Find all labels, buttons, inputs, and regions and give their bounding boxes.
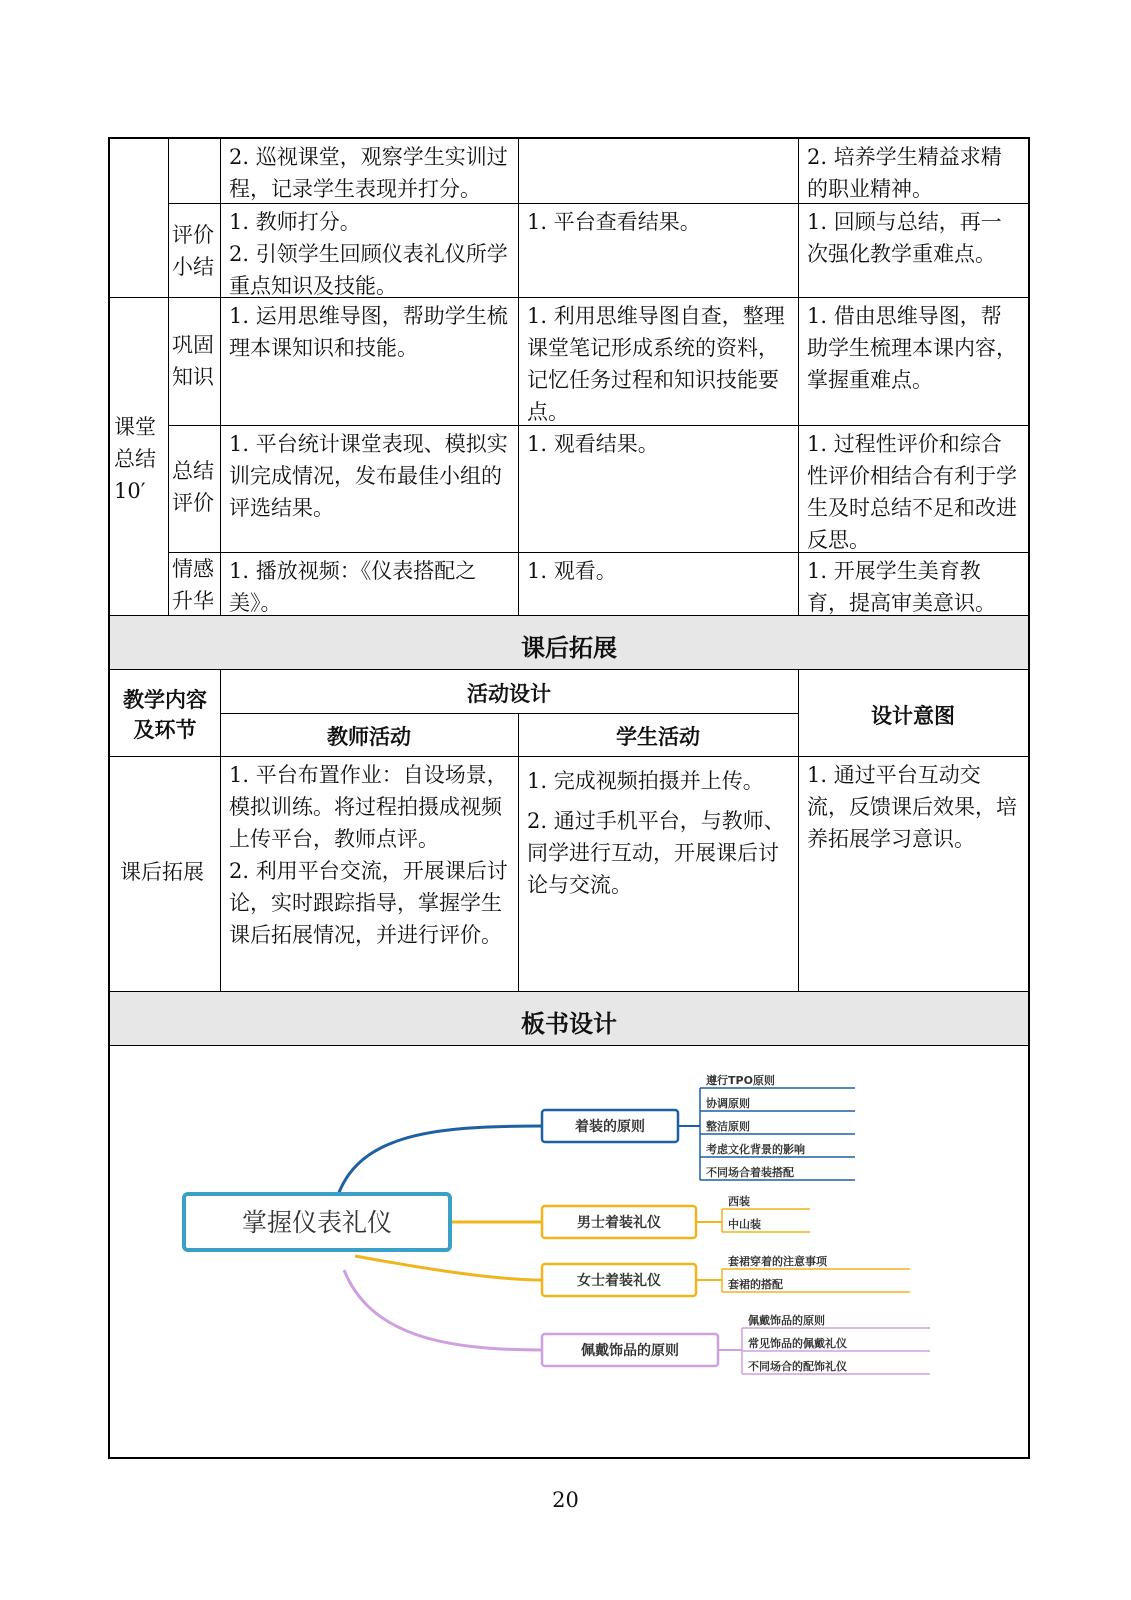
teacher-activity-item: 1. 平台布置作业：自设场景，模拟训练。将过程拍摄成视频上传平台，教师点评。 (229, 763, 508, 851)
leaf-group (718, 1313, 930, 1374)
header-teacher: 教师活动 (327, 725, 411, 749)
leaf-label: 中山装 (728, 1218, 761, 1231)
divider (110, 669, 1028, 670)
design-intent-cell: 1. 开展学生美育教育，提高审美意识。 (807, 559, 996, 615)
header-intent: 设计意图 (871, 704, 955, 728)
design-intent-cell: 1. 借由思维导图，帮助学生梳理本课内容，掌握重难点。 (807, 304, 1017, 392)
teacher-activity-cell (221, 204, 518, 297)
student-activity-cell: 1. 观看结果。 (527, 432, 659, 456)
leaf-label: 套裙穿着的注意事项 (728, 1255, 827, 1268)
mind-map (110, 1074, 1028, 1454)
branch-connector (355, 1256, 542, 1280)
header-student: 学生活动 (616, 725, 700, 749)
teacher-activity-cell: 1. 运用思维导图，帮助学生梳理本课知识和技能。 (229, 304, 508, 360)
leaf-group (696, 1194, 810, 1232)
design-intent-cell: 1. 通过平台互动交流，反馈课后效果，培养拓展学习意识。 (807, 763, 1017, 851)
student-activity-cell (519, 139, 798, 203)
divider (110, 1045, 1028, 1046)
leaf-label: 考虑文化背景的影响 (706, 1143, 805, 1156)
teacher-activity-item: 2. 引领学生回顾仪表礼仪所学重点知识及技能。 (229, 242, 508, 297)
stage-label: 课堂总结10′ (114, 415, 156, 503)
teacher-activity-item: 2. 利用平台交流，开展课后讨论，实时跟踪指导，掌握学生课后拓展情况，并进行评价。 (229, 859, 508, 947)
branch-connector (344, 1270, 542, 1350)
leaf-label: 遵行TPO原则 (706, 1074, 775, 1087)
teacher-activity-cell: 1. 播放视频：《仪表搭配之美》。 (229, 559, 477, 615)
divider (220, 713, 798, 714)
section-label: 情感升华 (172, 557, 214, 613)
header-content: 教学内容及环节 (123, 688, 207, 742)
leaf-label: 协调原则 (706, 1097, 750, 1110)
section-label: 评价小结 (172, 223, 214, 279)
section-title: 课后拓展 (521, 634, 617, 662)
student-activity-cell: 1. 利用思维导图自查，整理课堂笔记形成系统的资料，记忆任务过程和知识技能要点。 (527, 304, 785, 424)
center-node-label: 掌握仪表礼仪 (241, 1208, 393, 1237)
student-activity-cell: 1. 观看。 (527, 559, 617, 583)
section-label: 课后拓展 (120, 860, 204, 884)
branch-label: 男士着装礼仪 (577, 1215, 661, 1231)
leaf-group (678, 1074, 855, 1180)
leaf-label: 佩戴饰品的原则 (748, 1314, 825, 1327)
leaf-label: 整洁原则 (706, 1120, 750, 1133)
design-intent-cell: 1. 回顾与总结，再一次强化教学重难点。 (807, 210, 1002, 266)
section-title: 板书设计 (521, 1010, 617, 1038)
student-activity-item: 2. 通过手机平台，与教师、同学进行互动，开展课后讨论与交流。 (527, 809, 785, 897)
teacher-activity-cell (221, 757, 518, 991)
section-label: 总结评价 (172, 459, 214, 515)
leaf-label: 常见饰品的佩戴礼仪 (748, 1337, 847, 1350)
design-intent-cell: 2. 培养学生精益求精的职业精神。 (807, 145, 1002, 201)
branch-label: 佩戴饰品的原则 (581, 1343, 679, 1359)
teacher-activity-cell: 2. 巡视课堂，观察学生实训过程，记录学生表现并打分。 (229, 145, 508, 201)
page-number: 20 (552, 1488, 579, 1512)
header-activity: 活动设计 (467, 682, 551, 706)
section-label: 巩固知识 (172, 333, 214, 389)
leaf-label: 西装 (728, 1195, 750, 1208)
student-activity-cell: 1. 平台查看结果。 (527, 210, 701, 234)
branch-label: 着装的原则 (575, 1119, 645, 1135)
branch-label: 女士着装礼仪 (577, 1273, 661, 1289)
leaf-label: 不同场合的配饰礼仪 (748, 1360, 847, 1373)
student-activity-item: 1. 完成视频拍摄并上传。 (527, 769, 764, 793)
lesson-plan-table (108, 137, 1030, 1459)
teacher-activity-item: 1. 教师打分。 (229, 210, 361, 234)
leaf-group (696, 1254, 910, 1292)
design-intent-cell: 1. 过程性评价和综合性评价相结合有利于学生及时总结不足和改进反思。 (807, 432, 1017, 552)
leaf-label: 套裙的搭配 (728, 1278, 783, 1291)
leaf-label: 不同场合着装搭配 (706, 1166, 794, 1179)
teacher-activity-cell: 1. 平台统计课堂表现、模拟实训完成情况，发布最佳小组的评选结果。 (229, 432, 508, 520)
student-activity-cell (519, 763, 798, 991)
